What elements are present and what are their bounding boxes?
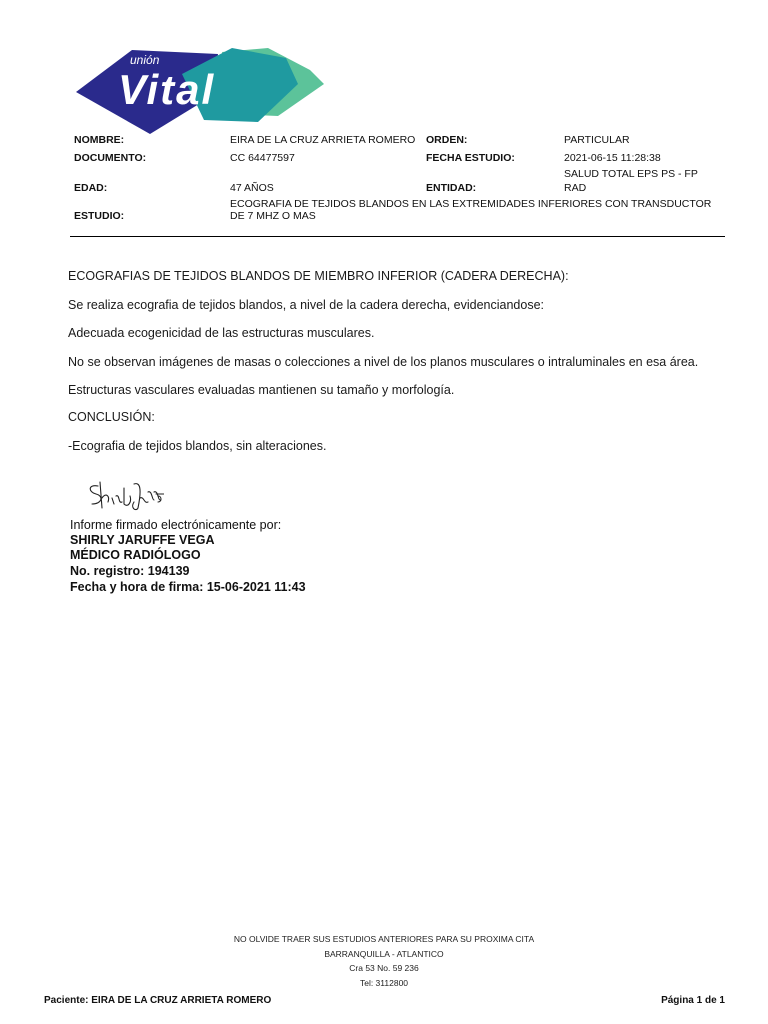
page-number: Página 1 de 1 xyxy=(661,995,725,1006)
union-vital-logo xyxy=(72,44,328,136)
radiologist-name: SHIRLY JARUFFE VEGA xyxy=(70,533,215,547)
edad-label: EDAD: xyxy=(74,182,108,194)
header-divider xyxy=(70,236,725,237)
signature-datetime: Fecha y hora de firma: 15-06-2021 11:43 xyxy=(70,580,306,594)
logo-brand-text: Vital xyxy=(118,66,216,113)
orden-label: ORDEN: xyxy=(426,134,468,146)
report-paragraph-1: Se realiza ecografia de tejidos blandos, a nivel de la cadera derecha, evidenciandose: xyxy=(68,298,545,312)
handwritten-signature xyxy=(84,478,164,512)
report-title: ECOGRAFIAS DE TEJIDOS BLANDOS DE MIEMBRO INFERIOR (CADERA DERECHA): xyxy=(68,269,569,283)
conclusion-text: -Ecografia de tejidos blandos, sin alteraciones. xyxy=(68,439,327,453)
report-paragraph-4: Estructuras vasculares evaluadas mantienen su tamaño y morfología. xyxy=(68,383,455,397)
estudio-value-line1: ECOGRAFIA DE TEJIDOS BLANDOS EN LAS EXTREMIDADES INFERIORES CON TRANSDUCTOR xyxy=(230,198,712,210)
radiologist-role: MÉDICO RADIÓLOGO xyxy=(70,548,201,562)
fecha-estudio-value: 2021-06-15 11:28:38 xyxy=(564,152,661,164)
estudio-label: ESTUDIO: xyxy=(74,210,125,222)
nombre-label: NOMBRE: xyxy=(74,134,125,146)
footer-city: BARRANQUILLA - ATLANTICO xyxy=(324,949,444,959)
entidad-label: ENTIDAD: xyxy=(426,182,477,194)
estudio-value-line2: DE 7 MHZ O MAS xyxy=(230,210,316,222)
signed-by-label: Informe firmado electrónicamente por: xyxy=(70,518,282,532)
entidad-value-line1: SALUD TOTAL EPS PS - FP xyxy=(564,168,698,180)
logo-small-text: unión xyxy=(130,53,160,67)
footer-notice: NO OLVIDE TRAER SUS ESTUDIOS ANTERIORES PARA SU PROXIMA CITA xyxy=(233,934,535,944)
nombre-value: EIRA DE LA CRUZ ARRIETA ROMERO xyxy=(230,134,416,146)
footer-patient-name: Paciente: EIRA DE LA CRUZ ARRIETA ROMERO xyxy=(44,995,272,1006)
orden-value: PARTICULAR xyxy=(564,134,630,146)
registro-number: No. registro: 194139 xyxy=(70,564,190,578)
documento-value: CC 64477597 xyxy=(230,152,295,164)
documento-label: DOCUMENTO: xyxy=(74,152,147,164)
conclusion-label: CONCLUSIÓN: xyxy=(68,410,155,424)
report-paragraph-3: No se observan imágenes de masas o colecciones a nivel de los planos musculares o intraluminales en esa área. xyxy=(68,355,699,369)
edad-value: 47 AÑOS xyxy=(230,182,274,194)
fecha-estudio-label: FECHA ESTUDIO: xyxy=(426,152,515,164)
entidad-value-line2: RAD xyxy=(564,182,587,194)
footer-phone: Tel: 3112800 xyxy=(359,978,409,988)
footer-address: Cra 53 No. 59 236 xyxy=(349,963,419,973)
report-paragraph-2: Adecuada ecogenicidad de las estructuras musculares. xyxy=(68,326,375,340)
